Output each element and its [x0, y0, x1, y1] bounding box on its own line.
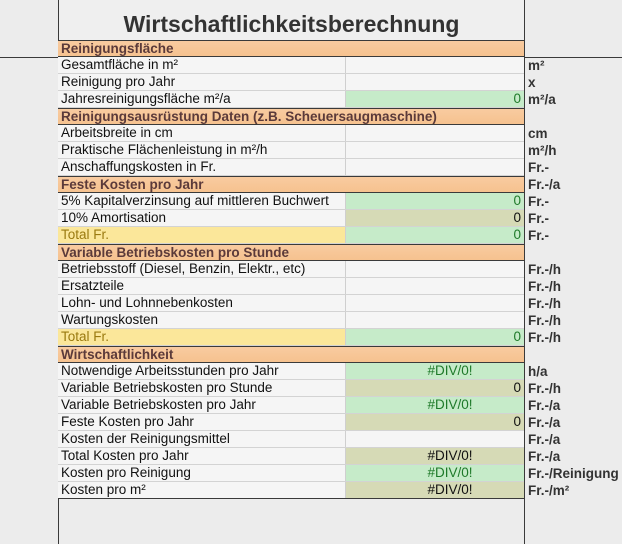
unit-cell: m²/a — [528, 92, 556, 107]
row-label: Wartungskosten — [58, 312, 346, 328]
unit-cell: Fr.-/h — [528, 262, 561, 277]
row-border-left-outer — [0, 57, 58, 58]
unit-cell: Fr.-/a — [528, 177, 561, 192]
table-row[interactable] — [58, 312, 524, 329]
unit-cell: Fr.-/h — [528, 381, 561, 396]
unit-cell: Fr.-/h — [528, 330, 561, 345]
computed-cell[interactable]: 0 — [346, 193, 524, 209]
table-row[interactable] — [58, 363, 524, 380]
row-label: Ersatzteile — [58, 278, 346, 294]
row-label: Kosten pro m² — [58, 482, 346, 498]
unit-cell: x — [528, 75, 536, 90]
row-label: Arbeitsbreite in cm — [58, 125, 346, 141]
computed-cell[interactable]: 0 — [346, 414, 524, 430]
input-cell[interactable] — [346, 125, 524, 141]
table-row[interactable] — [58, 482, 524, 499]
unit-cell: Fr.-/h — [528, 313, 561, 328]
row-label: Kosten pro Reinigung — [58, 465, 346, 481]
computed-cell[interactable]: #DIV/0! — [346, 482, 524, 498]
table-row[interactable] — [58, 295, 524, 312]
section-header-label: Wirtschaftlichkeit — [61, 347, 174, 362]
table-row[interactable] — [58, 142, 524, 159]
row-label: Notwendige Arbeitsstunden pro Jahr — [58, 363, 346, 379]
total-value[interactable]: 0 — [346, 329, 524, 345]
section-header-label: Feste Kosten pro Jahr — [61, 177, 204, 192]
table-row[interactable] — [58, 210, 524, 227]
table-row[interactable] — [58, 261, 524, 278]
unit-cell: m² — [528, 58, 545, 73]
computed-cell[interactable]: #DIV/0! — [346, 363, 524, 379]
input-cell[interactable] — [346, 142, 524, 158]
total-value[interactable]: 0 — [346, 227, 524, 243]
row-label: 10% Amortisation — [58, 210, 346, 226]
table-row[interactable] — [58, 159, 524, 176]
unit-cell: Fr.-/a — [528, 398, 561, 413]
input-cell[interactable] — [346, 278, 524, 294]
row-label: Betriebsstoff (Diesel, Benzin, Elektr., etc) — [58, 261, 346, 277]
computed-cell[interactable]: 0 — [346, 380, 524, 396]
unit-cell: Fr.-/a — [528, 432, 561, 447]
calculation-sheet — [58, 40, 524, 499]
table-row[interactable] — [58, 414, 524, 431]
row-label: Total Kosten pro Jahr — [58, 448, 346, 464]
row-label: Jahresreinigungsfläche m²/a — [58, 91, 346, 107]
input-cell[interactable] — [346, 57, 524, 73]
unit-cell: Fr.-/h — [528, 279, 561, 294]
unit-cell: Fr.- — [528, 211, 550, 226]
row-label: Reinigung pro Jahr — [58, 74, 346, 90]
computed-cell[interactable]: #DIV/0! — [346, 465, 524, 481]
input-cell[interactable] — [346, 295, 524, 311]
total-label: Total Fr. — [58, 227, 346, 243]
section-header-wirtschaftlichkeit[interactable] — [58, 346, 524, 363]
computed-cell[interactable]: 0 — [346, 91, 524, 107]
input-cell[interactable] — [346, 312, 524, 328]
unit-cell: Fr.- — [528, 160, 550, 175]
table-row[interactable] — [58, 125, 524, 142]
computed-cell[interactable]: #DIV/0! — [346, 397, 524, 413]
total-row[interactable] — [58, 329, 524, 346]
table-row[interactable] — [58, 74, 524, 91]
unit-cell: Fr.-/a — [528, 449, 561, 464]
page-title: Wirtschaftlichkeitsberechnung — [59, 0, 524, 40]
section-header-variable-kosten[interactable] — [58, 244, 524, 261]
input-cell[interactable] — [346, 261, 524, 277]
section-header-label: Reinigungsfläche — [61, 41, 174, 56]
unit-cell: h/a — [528, 364, 548, 379]
table-row[interactable] — [58, 431, 524, 448]
section-header-reinigungsflaeche[interactable] — [58, 40, 524, 57]
section-header-ausruestung[interactable] — [58, 108, 524, 125]
row-label: Variable Betriebskosten pro Jahr — [58, 397, 346, 413]
unit-cell: Fr.- — [528, 228, 550, 243]
table-row[interactable] — [58, 448, 524, 465]
unit-cell — [525, 244, 622, 261]
row-label: 5% Kapitalverzinsung auf mittleren Buchwert — [58, 193, 346, 209]
unit-cell — [525, 40, 622, 57]
row-label: Feste Kosten pro Jahr — [58, 414, 346, 430]
row-label: Variable Betriebskosten pro Stunde — [58, 380, 346, 396]
unit-cell — [525, 346, 622, 363]
table-row[interactable] — [58, 380, 524, 397]
total-label: Total Fr. — [58, 329, 346, 345]
row-label: Anschaffungskosten in Fr. — [58, 159, 346, 175]
total-row[interactable] — [58, 227, 524, 244]
table-row[interactable] — [58, 91, 524, 108]
unit-cell: Fr.-/Reinigung — [528, 466, 619, 481]
unit-cell: cm — [528, 126, 548, 141]
input-cell[interactable] — [346, 159, 524, 175]
unit-cell: Fr.-/m² — [528, 483, 570, 498]
section-header-feste-kosten[interactable] — [58, 176, 524, 193]
row-label: Lohn- und Lohnnebenkosten — [58, 295, 346, 311]
input-cell[interactable] — [346, 74, 524, 90]
section-header-label: Reinigungsausrüstung Daten (z.B. Scheuersaugmaschine) — [61, 109, 437, 124]
units-column — [525, 40, 622, 499]
unit-cell: Fr.- — [528, 194, 550, 209]
unit-cell: m²/h — [528, 143, 557, 158]
row-label: Praktische Flächenleistung in m²/h — [58, 142, 346, 158]
input-cell[interactable] — [346, 431, 524, 447]
table-row[interactable] — [58, 465, 524, 482]
table-row[interactable] — [58, 278, 524, 295]
table-row[interactable] — [58, 57, 524, 74]
unit-cell: Fr.-/a — [528, 415, 561, 430]
row-label: Kosten der Reinigungsmittel — [58, 431, 346, 447]
section-header-label: Variable Betriebskosten pro Stunde — [61, 245, 290, 260]
computed-cell[interactable]: 0 — [346, 210, 524, 226]
table-row[interactable] — [58, 397, 524, 414]
table-row[interactable] — [58, 193, 524, 210]
row-label: Gesamtfläche in m² — [58, 57, 346, 73]
unit-cell — [525, 108, 622, 125]
unit-cell: Fr.-/h — [528, 296, 561, 311]
computed-cell[interactable]: #DIV/0! — [346, 448, 524, 464]
